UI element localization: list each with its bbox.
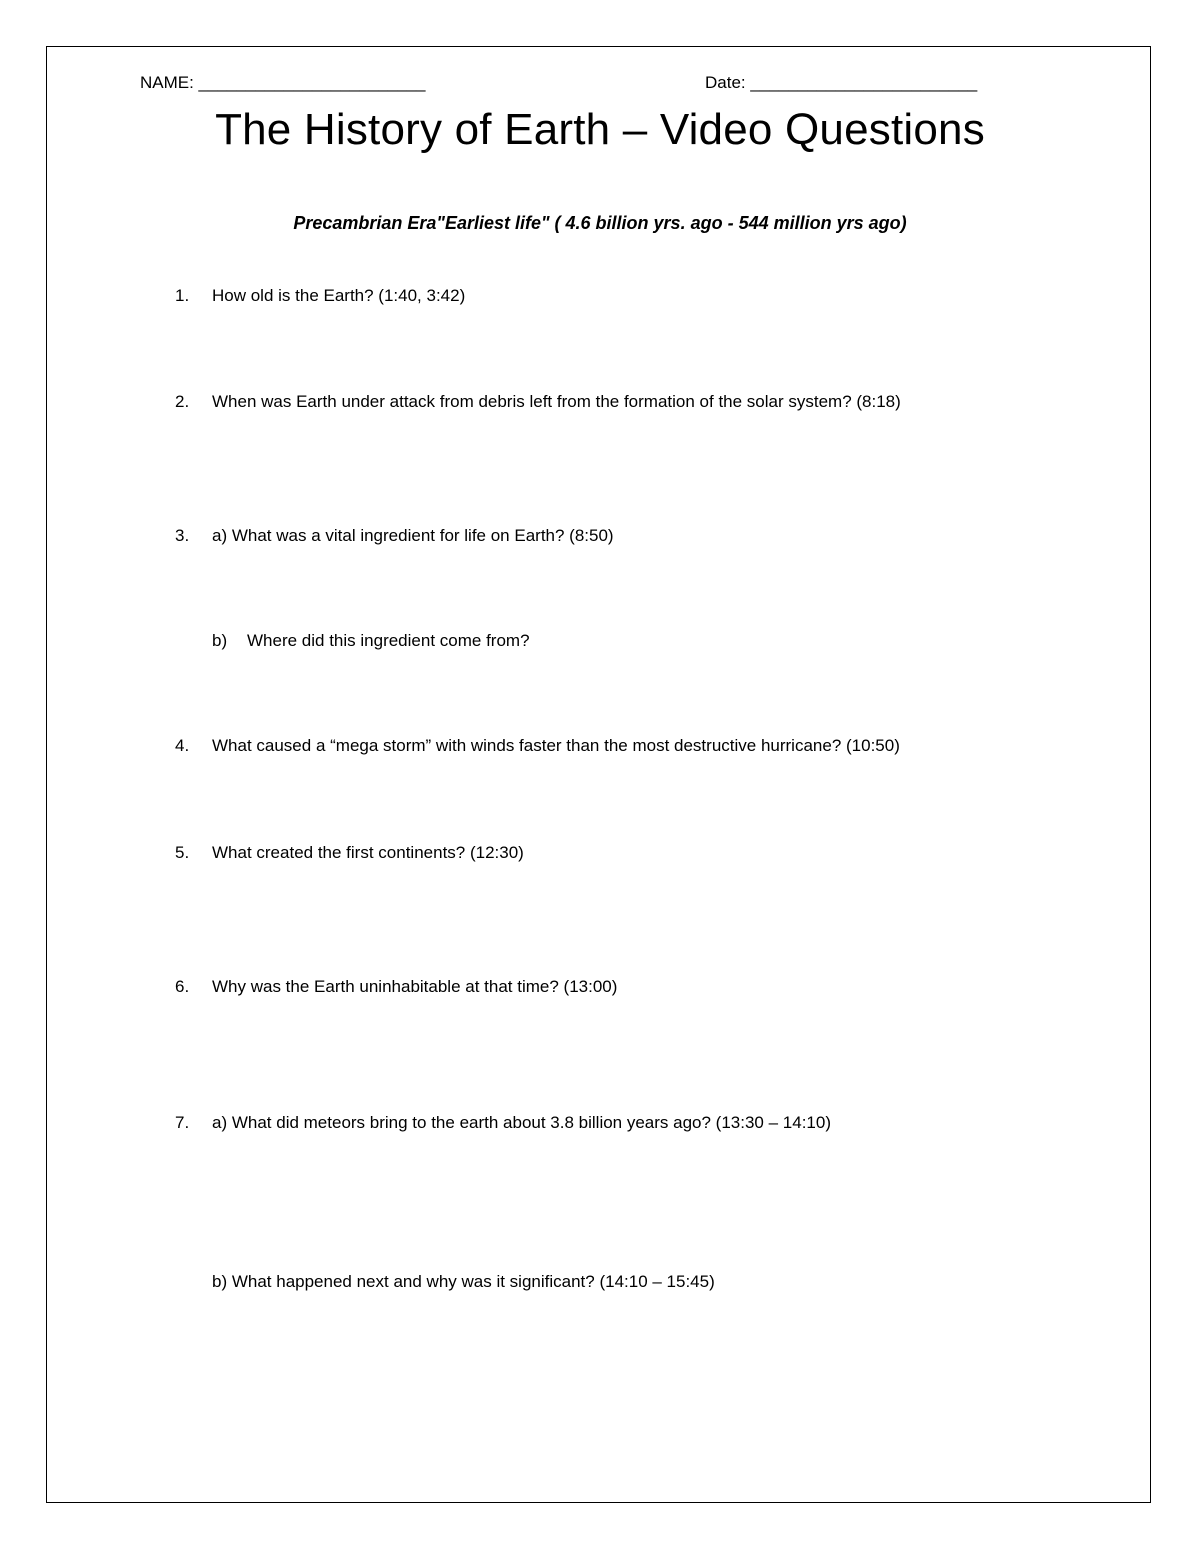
question-number: 4. [175, 736, 190, 755]
date-field-label: Date: ________________________ [705, 73, 978, 92]
worksheet-title: The History of Earth – Video Questions [215, 105, 985, 154]
name-field-label: NAME: ________________________ [140, 73, 426, 92]
question-number: 6. [175, 977, 190, 996]
question-text: b) What happened next and why was it significant? (14:10 – 15:45) [212, 1272, 715, 1291]
subquestion-letter: b) [212, 631, 228, 650]
question-text: What caused a “mega storm” with winds faster than the most destructive hurricane? (10:50) [212, 736, 900, 755]
question-text: When was Earth under attack from debris left from the formation of the solar system? (8:18) [212, 392, 901, 411]
question-number: 2. [175, 392, 190, 411]
question-text: How old is the Earth? (1:40, 3:42) [212, 286, 466, 305]
question-number: 3. [175, 526, 190, 545]
question-text: a) What did meteors bring to the earth about 3.8 billion years ago? (13:30 – 14:10) [212, 1113, 831, 1132]
question-text: a) What was a vital ingredient for life on Earth? (8:50) [212, 526, 614, 545]
question-number: 5. [175, 843, 190, 862]
question-number: 1. [175, 286, 190, 305]
question-text: Where did this ingredient come from? [247, 631, 530, 650]
question-number: 7. [175, 1113, 190, 1132]
question-text: Why was the Earth uninhabitable at that time? (13:00) [212, 977, 618, 996]
era-subtitle: Precambrian Era"Earliest life" ( 4.6 billion yrs. ago - 544 million yrs ago) [293, 213, 907, 233]
question-text: What created the first continents? (12:30) [212, 843, 524, 862]
